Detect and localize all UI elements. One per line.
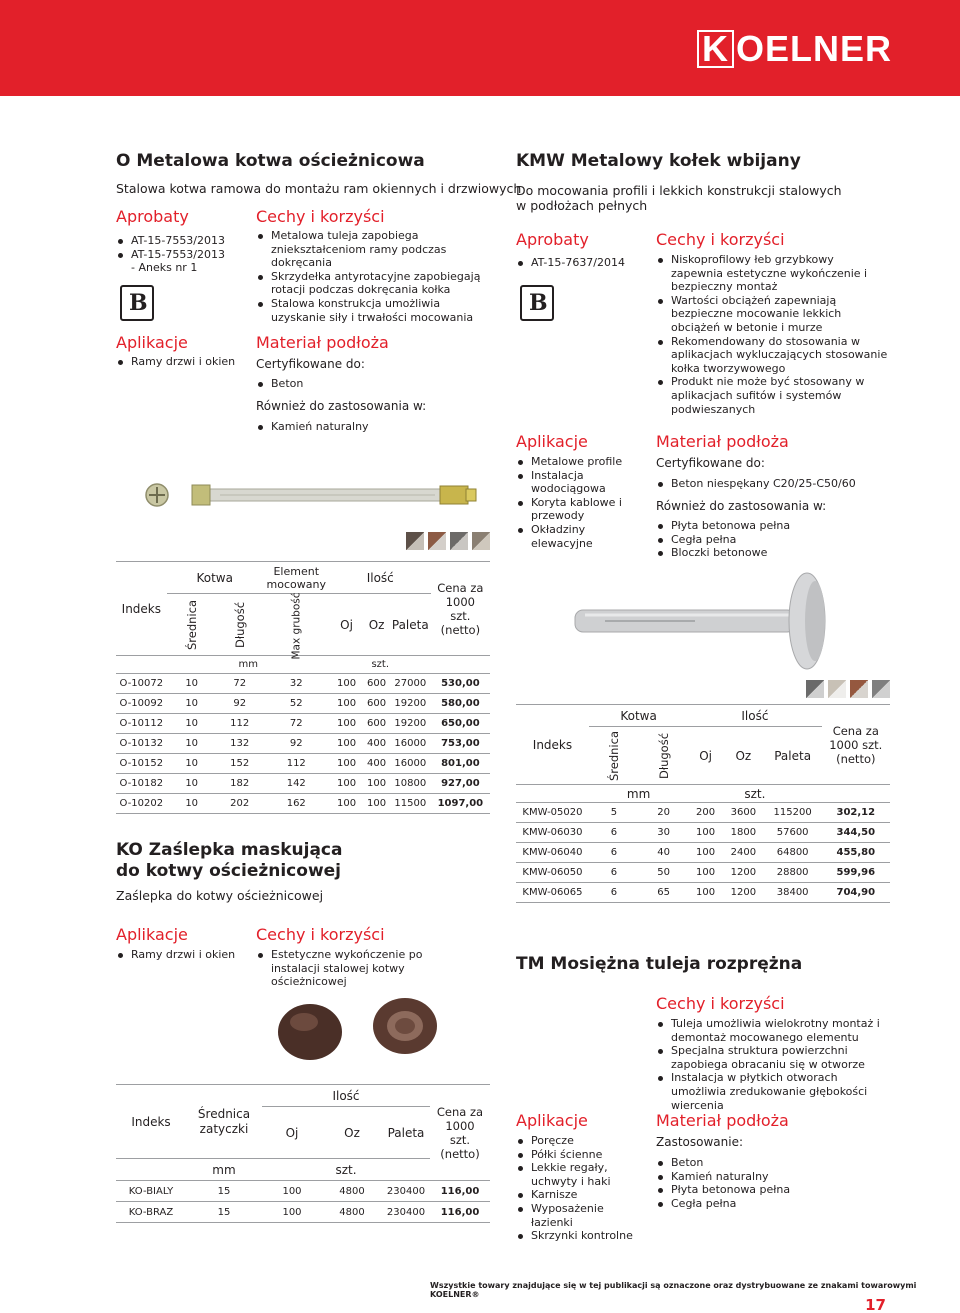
table-cell: 100 bbox=[330, 754, 364, 774]
table-cell: 116,00 bbox=[430, 1181, 490, 1202]
table-cell: 10 bbox=[167, 674, 217, 694]
table-cell: 30 bbox=[639, 823, 688, 843]
logo-text: OELNER bbox=[735, 28, 892, 69]
col-header-max-text: Max grubość bbox=[290, 591, 303, 660]
table-cell: 2400 bbox=[723, 843, 764, 863]
table-cell: 28800 bbox=[764, 863, 822, 883]
section1-aplikacje-list bbox=[116, 355, 246, 369]
table-cell: 10 bbox=[167, 694, 217, 714]
section1-cert-list bbox=[256, 377, 456, 391]
table-cell: 15 bbox=[186, 1202, 262, 1223]
unit-szt: szt. bbox=[688, 785, 821, 803]
table-cell: 100 bbox=[330, 794, 364, 814]
col-header-dlugosc-text: Długość bbox=[656, 732, 671, 779]
table-cell: 801,00 bbox=[431, 754, 490, 774]
list-item: Beton bbox=[656, 1156, 886, 1170]
table-cell: 16000 bbox=[390, 754, 431, 774]
section3-cert-label: Certyfikowane do: bbox=[656, 456, 765, 470]
table-cell: 182 bbox=[217, 774, 263, 794]
section3-rowniez-label: Również do zastosowania w: bbox=[656, 499, 827, 513]
section2-subtitle: Zaślepka do kotwy ościeżnicowej bbox=[116, 888, 324, 903]
col-header-srednica bbox=[589, 727, 639, 785]
table-cell: 142 bbox=[263, 774, 330, 794]
material-swatch-icon bbox=[450, 532, 468, 550]
table-cell: 1800 bbox=[723, 823, 764, 843]
table-ko-zaslepka bbox=[116, 1084, 490, 1223]
section3-aprobaty-list bbox=[516, 256, 646, 270]
section1-aprobaty-heading: Aprobaty bbox=[116, 207, 189, 226]
table-cell: 65 bbox=[639, 883, 688, 903]
table-row bbox=[516, 823, 890, 843]
table-cell: 152 bbox=[217, 754, 263, 774]
table-cell: 927,00 bbox=[431, 774, 490, 794]
list-item: AT-15-7553/2013 bbox=[116, 234, 246, 248]
material-swatch-icon bbox=[872, 680, 890, 698]
table-cell: 72 bbox=[263, 714, 330, 734]
table-cell: O-10132 bbox=[116, 734, 167, 754]
table-cell: 4800 bbox=[322, 1181, 382, 1202]
unit-szt: szt. bbox=[330, 656, 431, 674]
list-item: Wyposażenie łazienki bbox=[516, 1202, 646, 1229]
table-cell: 100 bbox=[330, 774, 364, 794]
section3-cechy-list bbox=[656, 253, 888, 416]
footer-note: Wszystkie towary znajdujące się w tej publikacji są oznaczone oraz dystrybuowane ze znakami towarowymi KOELNER® bbox=[430, 1281, 917, 1299]
table-cell: 100 bbox=[330, 674, 364, 694]
unit-cell bbox=[116, 656, 167, 674]
section4-zast-label: Zastosowanie: bbox=[656, 1135, 743, 1149]
list-item: Rekomendowany do stosowania w aplikacjach wykluczających stosowanie kołka tworzywowego bbox=[656, 335, 888, 376]
table-row bbox=[116, 794, 490, 814]
list-item: Okładziny elewacyjne bbox=[516, 523, 646, 550]
col-header-max bbox=[263, 591, 330, 660]
table-cell: 1097,00 bbox=[431, 794, 490, 814]
list-item: Estetyczne wykończenie po instalacji stalowej kotwy ościeżnicowej bbox=[256, 948, 466, 989]
table-cell: O-10202 bbox=[116, 794, 167, 814]
table-row bbox=[116, 714, 490, 734]
table-row bbox=[116, 1202, 490, 1223]
table-cell: 11500 bbox=[390, 794, 431, 814]
table-cell: 115200 bbox=[764, 803, 822, 823]
col-header-indeks: Indeks bbox=[116, 562, 167, 656]
section3-subtitle-line2: w podłożach pełnych bbox=[516, 198, 648, 213]
list-item: AT-15-7637/2014 bbox=[516, 256, 646, 270]
col-header-ilosc: Ilość bbox=[262, 1085, 430, 1107]
table-cell: 116,00 bbox=[430, 1202, 490, 1223]
page-number: 17 bbox=[865, 1296, 886, 1313]
table-body bbox=[116, 1181, 490, 1223]
list-item: Płyta betonowa pełna bbox=[656, 519, 886, 533]
col-header-cena: Cena za 1000 szt. (netto) bbox=[431, 562, 490, 656]
table-body bbox=[516, 803, 890, 903]
table-cell: 455,80 bbox=[822, 843, 890, 863]
col-header-ilosc: Ilość bbox=[330, 562, 431, 594]
table-cell: 15 bbox=[186, 1181, 262, 1202]
table-row bbox=[516, 883, 890, 903]
section3-title: KMW Metalowy kołek wbijany bbox=[516, 151, 801, 171]
col-header-paleta: Paleta bbox=[390, 594, 431, 656]
table-cell: KMW-06065 bbox=[516, 883, 589, 903]
table-cell: 230400 bbox=[382, 1202, 430, 1223]
table-cell: 19200 bbox=[390, 714, 431, 734]
section1-material-heading: Materiał podłoża bbox=[256, 333, 389, 352]
table-cell: KO-BIALY bbox=[116, 1181, 186, 1202]
section3-subtitle bbox=[516, 183, 842, 213]
col-header-dlugosc-text: Długość bbox=[232, 601, 247, 648]
table-cell: 100 bbox=[330, 694, 364, 714]
table-cell: O-10092 bbox=[116, 694, 167, 714]
table-cell: 100 bbox=[688, 843, 723, 863]
material-swatch-icon bbox=[806, 680, 824, 698]
col-header-srednica-text: Średnica bbox=[606, 730, 621, 781]
material-swatch-icon bbox=[472, 532, 490, 550]
material-swatch-icon bbox=[406, 532, 424, 550]
table-cell: 19200 bbox=[390, 694, 431, 714]
table-cell: 1200 bbox=[723, 883, 764, 903]
list-item: Cegła pełna bbox=[656, 533, 886, 547]
table-body bbox=[116, 674, 490, 814]
table-cell: 3600 bbox=[723, 803, 764, 823]
section2-title bbox=[116, 840, 342, 882]
table-cell: 6 bbox=[589, 823, 639, 843]
unit-mm: mm bbox=[589, 785, 688, 803]
unit-cell bbox=[516, 785, 589, 803]
list-item: Ramy drzwi i okien bbox=[116, 948, 246, 962]
table-cell: 10 bbox=[167, 774, 217, 794]
unit-mm: mm bbox=[167, 656, 330, 674]
list-item: Instalacja wodociągowa bbox=[516, 469, 646, 496]
table-cell: 100 bbox=[688, 823, 723, 843]
list-item: Półki ścienne bbox=[516, 1148, 646, 1162]
table-cell: 20 bbox=[639, 803, 688, 823]
list-item: Płyta betonowa pełna bbox=[656, 1183, 886, 1197]
table-cell: 200 bbox=[688, 803, 723, 823]
list-item: Bloczki betonowe bbox=[656, 546, 886, 560]
table-cell: 4800 bbox=[322, 1202, 382, 1223]
table-cell: 600 bbox=[363, 714, 390, 734]
section3-cechy-heading: Cechy i korzyści bbox=[656, 230, 785, 249]
table-cell: 10 bbox=[167, 714, 217, 734]
table-cell: O-10072 bbox=[116, 674, 167, 694]
page-header bbox=[0, 0, 960, 96]
section4-aplikacje-list bbox=[516, 1134, 646, 1243]
table-cell: 100 bbox=[688, 863, 723, 883]
section1-aprobaty-list bbox=[116, 234, 246, 275]
section4-aplikacje-heading: Aplikacje bbox=[516, 1111, 588, 1130]
section2-cechy-list bbox=[256, 948, 466, 989]
list-item: Tuleja umożliwia wielokrotny montaż i demontaż mocowanego elementu bbox=[656, 1017, 891, 1044]
section2-title-line2: do kotwy ościeżnicowej bbox=[116, 861, 342, 881]
section3-subtitle-line1: Do mocowania profili i lekkich konstrukcji stalowych bbox=[516, 183, 842, 198]
table-cell: 92 bbox=[217, 694, 263, 714]
table-row bbox=[516, 803, 890, 823]
list-item: Cegła pełna bbox=[656, 1197, 886, 1211]
col-header-cena: Cena za 1000 szt. (netto) bbox=[430, 1085, 490, 1181]
table-kmw bbox=[516, 704, 890, 903]
section2-title-line1: KO Zaślepka maskująca bbox=[116, 840, 343, 860]
table-cell: 10 bbox=[167, 754, 217, 774]
list-item: Instalacja w płytkich otworach umożliwia zredukowanie głębokości wiercenia bbox=[656, 1071, 891, 1112]
col-header-srednica-text: Średnica bbox=[184, 599, 199, 650]
list-item: Ramy drzwi i okien bbox=[116, 355, 246, 369]
table-cell: 72 bbox=[217, 674, 263, 694]
section3-rowniez-list bbox=[656, 519, 886, 560]
table-cell: 100 bbox=[688, 883, 723, 903]
list-item: Karnisze bbox=[516, 1188, 646, 1202]
table-cell: KMW-06050 bbox=[516, 863, 589, 883]
list-item: Beton bbox=[256, 377, 456, 391]
col-header-indeks: Indeks bbox=[516, 705, 589, 785]
col-header-oj: Oj bbox=[688, 727, 723, 785]
table-cell: 6 bbox=[589, 883, 639, 903]
table-row bbox=[116, 754, 490, 774]
section2-aplikacje-list bbox=[116, 948, 246, 962]
list-item: Kamień naturalny bbox=[256, 420, 456, 434]
table-cell: 10 bbox=[167, 734, 217, 754]
list-item: Specjalna struktura powierzchni zapobiega obracaniu się w otworze bbox=[656, 1044, 891, 1071]
table-cell: O-10112 bbox=[116, 714, 167, 734]
table-cell: 230400 bbox=[382, 1181, 430, 1202]
section1-cechy-heading: Cechy i korzyści bbox=[256, 207, 385, 226]
table-cell: 32 bbox=[263, 674, 330, 694]
section1-cert-label: Certyfikowane do: bbox=[256, 357, 365, 371]
col-header-oz: Oz bbox=[322, 1107, 382, 1159]
section1-rowniez-list bbox=[256, 420, 456, 434]
list-item: Beton niespękany C20/25-C50/60 bbox=[656, 477, 886, 491]
table-cell: 650,00 bbox=[431, 714, 490, 734]
list-item: Niskoprofilowy łeb grzybkowy zapewnia estetyczne wykończenie i bezpieczny montaż bbox=[656, 253, 888, 294]
col-header-indeks: Indeks bbox=[116, 1085, 186, 1159]
table-cell: 40 bbox=[639, 843, 688, 863]
table-cell: 600 bbox=[363, 694, 390, 714]
table-cell: 92 bbox=[263, 734, 330, 754]
col-header-dlugosc bbox=[217, 594, 263, 656]
table-row bbox=[116, 674, 490, 694]
list-item: Metalowe profile bbox=[516, 455, 646, 469]
list-item-text: - Aneks nr 1 bbox=[131, 261, 198, 275]
brand-logo bbox=[697, 28, 892, 70]
section3-material-heading: Materiał podłoża bbox=[656, 432, 789, 451]
list-item: Stalowa konstrukcja umożliwia uzyskanie siły i trwałości mocowania bbox=[256, 297, 496, 324]
col-header-oj: Oj bbox=[330, 594, 364, 656]
hammer-anchor-image bbox=[545, 562, 865, 672]
list-item: Lekkie regały, uchwyty i haki bbox=[516, 1161, 646, 1188]
list-item: Poręcze bbox=[516, 1134, 646, 1148]
cover-caps-image bbox=[270, 992, 470, 1064]
table-cell: KMW-06030 bbox=[516, 823, 589, 843]
section2-aplikacje-heading: Aplikacje bbox=[116, 925, 188, 944]
table-cell: 112 bbox=[263, 754, 330, 774]
section4-zast-list bbox=[656, 1156, 886, 1210]
table-cell: KMW-06040 bbox=[516, 843, 589, 863]
unit-cell bbox=[822, 785, 890, 803]
section1-cechy-list bbox=[256, 229, 496, 324]
table-cell: 5 bbox=[589, 803, 639, 823]
table-cell: O-10152 bbox=[116, 754, 167, 774]
col-header-kotwa: Kotwa bbox=[167, 562, 263, 594]
table-cell: 6 bbox=[589, 843, 639, 863]
frame-anchor-image bbox=[140, 478, 490, 512]
logo-k-box: K bbox=[697, 30, 734, 68]
section3-aplikacje-list bbox=[516, 455, 646, 550]
material-swatch-icon bbox=[850, 680, 868, 698]
section1-aplikacje-heading: Aplikacje bbox=[116, 333, 188, 352]
table-row bbox=[116, 734, 490, 754]
unit-szt: szt. bbox=[262, 1159, 430, 1181]
table-row bbox=[516, 863, 890, 883]
list-item: Metalowa tuleja zapobiega zniekształceniom ramy podczas dokręcania bbox=[256, 229, 496, 270]
table-cell: 10 bbox=[167, 794, 217, 814]
col-header-dlugosc bbox=[639, 727, 688, 785]
table-row bbox=[516, 843, 890, 863]
table-cell: 112 bbox=[217, 714, 263, 734]
table-cell: 100 bbox=[262, 1202, 322, 1223]
table-row bbox=[116, 1181, 490, 1202]
col-header-kotwa: Kotwa bbox=[589, 705, 688, 727]
table-row bbox=[116, 694, 490, 714]
list-item: Kamień naturalny bbox=[656, 1170, 886, 1184]
table-cell: KO-BRAZ bbox=[116, 1202, 186, 1223]
section3-aprobaty-heading: Aprobaty bbox=[516, 230, 589, 249]
table-cell: 530,00 bbox=[431, 674, 490, 694]
table-cell: 400 bbox=[363, 754, 390, 774]
table-cell: 57600 bbox=[764, 823, 822, 843]
section4-cechy-list bbox=[656, 1017, 891, 1112]
table-o-kotwa bbox=[116, 561, 490, 814]
list-item: Wartości obciążeń zapewniają bezpieczne mocowanie lekkich obciążeń w betonie i murze bbox=[656, 294, 888, 335]
list-item bbox=[116, 261, 246, 275]
table-row bbox=[116, 774, 490, 794]
list-item: Skrzydełka antyrotacyjne zapobiegają rotacji podczas dokręcania kołka bbox=[256, 270, 496, 297]
table-cell: 580,00 bbox=[431, 694, 490, 714]
col-header-paleta: Paleta bbox=[764, 727, 822, 785]
certification-mark-icon bbox=[520, 285, 554, 321]
section1-title: O Metalowa kotwa ościeżnicowa bbox=[116, 151, 425, 171]
table-cell: 50 bbox=[639, 863, 688, 883]
section1-subtitle: Stalowa kotwa ramowa do montażu ram okiennych i drzwiowych bbox=[116, 181, 522, 196]
section4-material-heading: Materiał podłoża bbox=[656, 1111, 789, 1130]
section4-cechy-heading: Cechy i korzyści bbox=[656, 994, 785, 1013]
certification-mark-icon bbox=[120, 285, 154, 321]
table-cell: 132 bbox=[217, 734, 263, 754]
material-swatch-icon bbox=[828, 680, 846, 698]
table-cell: 202 bbox=[217, 794, 263, 814]
table-cell: KMW-05020 bbox=[516, 803, 589, 823]
table-cell: 6 bbox=[589, 863, 639, 883]
list-item: AT-15-7553/2013 bbox=[116, 248, 246, 262]
section2-cechy-heading: Cechy i korzyści bbox=[256, 925, 385, 944]
col-header-paleta: Paleta bbox=[382, 1107, 430, 1159]
table-cell: O-10182 bbox=[116, 774, 167, 794]
table-cell: 344,50 bbox=[822, 823, 890, 843]
col-header-oz: Oz bbox=[723, 727, 764, 785]
col-header-ilosc: Ilość bbox=[688, 705, 821, 727]
col-header-element: Element mocowany bbox=[263, 562, 330, 594]
table-cell: 1200 bbox=[723, 863, 764, 883]
table-cell: 52 bbox=[263, 694, 330, 714]
list-item: Produkt nie może być stosowany w aplikacjach sufitów i systemów podwieszanych bbox=[656, 375, 888, 416]
table-cell: 600 bbox=[363, 674, 390, 694]
col-header-srednica: Średnica zatyczki bbox=[186, 1085, 262, 1159]
table-cell: 100 bbox=[363, 794, 390, 814]
table-cell: 38400 bbox=[764, 883, 822, 903]
table-cell: 400 bbox=[363, 734, 390, 754]
col-header-cena: Cena za 1000 szt. (netto) bbox=[822, 705, 890, 785]
table-cell: 302,12 bbox=[822, 803, 890, 823]
unit-cell bbox=[431, 656, 490, 674]
section3-cert-list bbox=[656, 477, 886, 491]
col-header-srednica bbox=[167, 594, 217, 656]
section3-aplikacje-heading: Aplikacje bbox=[516, 432, 588, 451]
unit-cell bbox=[116, 1159, 186, 1181]
col-header-oz: Oz bbox=[363, 594, 390, 656]
table-cell: 27000 bbox=[390, 674, 431, 694]
table-cell: 16000 bbox=[390, 734, 431, 754]
list-item: Koryta kablowe i przewody bbox=[516, 496, 646, 523]
table-cell: 599,96 bbox=[822, 863, 890, 883]
table-cell: 64800 bbox=[764, 843, 822, 863]
table-cell: 753,00 bbox=[431, 734, 490, 754]
table-cell: 100 bbox=[330, 714, 364, 734]
section1-rowniez-label: Również do zastosowania w: bbox=[256, 399, 427, 413]
table-cell: 100 bbox=[363, 774, 390, 794]
table-cell: 704,90 bbox=[822, 883, 890, 903]
list-item: Skrzynki kontrolne bbox=[516, 1229, 646, 1243]
col-header-oj: Oj bbox=[262, 1107, 322, 1159]
table-cell: 100 bbox=[262, 1181, 322, 1202]
table-cell: 10800 bbox=[390, 774, 431, 794]
material-swatch-icon bbox=[428, 532, 446, 550]
section4-title: TM Mosiężna tuleja rozprężna bbox=[516, 954, 803, 974]
table-cell: 100 bbox=[330, 734, 364, 754]
table-cell: 162 bbox=[263, 794, 330, 814]
unit-mm: mm bbox=[186, 1159, 262, 1181]
